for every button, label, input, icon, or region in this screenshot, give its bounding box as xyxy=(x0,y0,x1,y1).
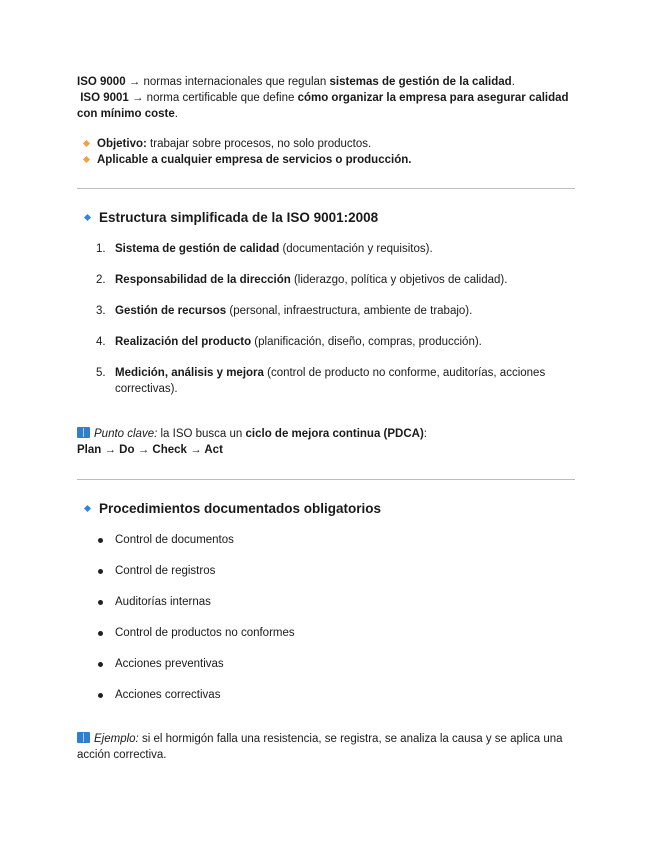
section-title-procedures: Procedimientos documentados obligatorios xyxy=(77,500,381,518)
example-note: Ejemplo: si el hormigón falla una resistencia, se registra, se analiza la causa y se aplica una acción correctiva. xyxy=(77,733,563,761)
list-item: Aplicable a cualquier empresa de servicios o producción. xyxy=(77,152,577,168)
key-point-note: Punto clave: la ISO busca un ciclo de mejora continua (PDCA): Plan → Do → Check → Act xyxy=(77,428,427,456)
section-title-structure: Estructura simplificada de la ISO 9001:2008 xyxy=(77,209,378,227)
intro-iso9000: ISO 9000 → normas internacionales que regulan sistemas de gestión de la calidad. xyxy=(77,76,515,88)
blue-diamond-icon xyxy=(84,214,91,221)
book-icon xyxy=(77,427,90,438)
divider xyxy=(77,188,575,189)
bullet-icon xyxy=(98,538,103,543)
blue-diamond-icon xyxy=(84,505,91,512)
document-page xyxy=(77,74,577,761)
list-item: 5. Medición, análisis y mejora (control de producto no conforme, auditorías, acciones correctivas). xyxy=(96,367,546,395)
bullet-icon xyxy=(98,631,103,636)
list-item: Control de documentos xyxy=(77,532,295,563)
pdca-cycle: Plan → Do → Check → Act xyxy=(77,444,223,456)
structure-list xyxy=(77,241,577,412)
bullet-icon xyxy=(98,569,103,574)
list-item: 4. Realización del producto (planificación, diseño, compras, producción). xyxy=(96,336,482,348)
intro-iso9001: ISO 9001 → norma certificable que define cómo organizar la empresa para asegurar calidad con mínimo coste. xyxy=(77,92,569,120)
bullet-icon xyxy=(98,662,103,667)
book-icon xyxy=(77,732,90,743)
orange-diamond-icon xyxy=(83,156,90,163)
list-item: Control de registros xyxy=(77,563,295,594)
bullet-icon xyxy=(98,693,103,698)
divider xyxy=(77,479,575,480)
intro-bullets xyxy=(77,136,577,168)
list-item: 2. Responsabilidad de la dirección (liderazgo, política y objetivos de calidad). xyxy=(96,274,508,286)
list-item: 3. Gestión de recursos (personal, infraestructura, ambiente de trabajo). xyxy=(96,305,473,317)
orange-diamond-icon xyxy=(83,140,90,147)
list-item: Objetivo: trabajar sobre procesos, no solo productos. xyxy=(77,136,577,152)
list-item: Acciones correctivas xyxy=(77,687,295,718)
bullet-icon xyxy=(98,600,103,605)
procedures-list xyxy=(77,532,295,718)
list-item: Control de productos no conformes xyxy=(77,625,295,656)
list-item: Acciones preventivas xyxy=(77,656,295,687)
list-item: 1. Sistema de gestión de calidad (documentación y requisitos). xyxy=(96,243,433,255)
intro-block xyxy=(77,74,577,168)
list-item: Auditorías internas xyxy=(77,594,295,625)
